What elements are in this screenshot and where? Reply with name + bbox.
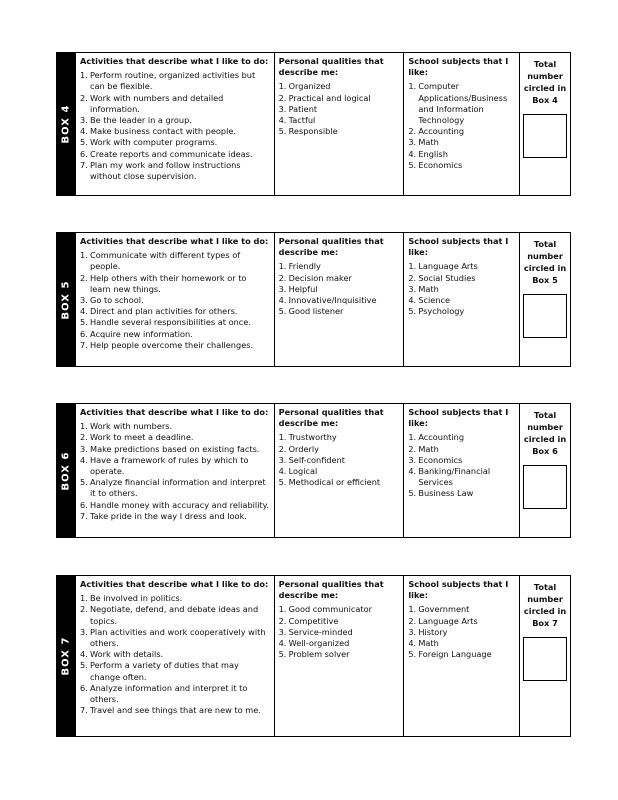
quality-item	[279, 627, 400, 638]
activity-list	[80, 250, 270, 351]
item-number: 3.	[408, 283, 417, 294]
item-number: 1.	[408, 604, 417, 615]
item-number: 1.	[80, 421, 88, 432]
activity-item	[80, 70, 270, 92]
subject-list	[408, 604, 515, 660]
quality-item	[279, 115, 400, 126]
box-label-tab	[57, 233, 75, 366]
activity-item-text: Work with numbers and detailed information.	[90, 92, 224, 114]
activity-item	[80, 444, 270, 455]
item-number: 4.	[278, 295, 287, 306]
quality-item-text: Practical and logical	[288, 92, 371, 103]
inventory-box-4	[56, 52, 571, 196]
item-number: 2.	[80, 432, 88, 443]
item-number: 2.	[80, 92, 88, 103]
subjects-header: School subjects that I like:	[408, 579, 509, 601]
activity-item	[80, 660, 270, 682]
item-number: 3.	[278, 103, 287, 114]
item-number: 2.	[278, 272, 287, 283]
activity-item-text: Create reports and communicate ideas.	[90, 148, 253, 159]
inventory-box-5	[56, 232, 571, 367]
box-label-tab	[57, 404, 75, 537]
box-label: BOX 7	[60, 636, 72, 676]
subject-item	[408, 273, 515, 284]
quality-item-text: Competitive	[288, 615, 339, 626]
item-number: 4.	[278, 638, 287, 649]
activity-item	[80, 126, 270, 137]
subject-item	[408, 638, 515, 649]
item-number: 5.	[80, 317, 88, 328]
activities-header: Activities that describe what I like to do:	[80, 56, 269, 66]
quality-item-text: Organized	[288, 81, 331, 92]
subject-item	[408, 466, 515, 488]
activity-item-text: Handle several responsibilities at once.	[90, 317, 251, 328]
quality-item-text: Problem solver	[288, 649, 350, 660]
activity-item	[80, 273, 270, 295]
item-number: 1.	[80, 593, 88, 604]
subject-item	[408, 604, 515, 615]
item-number: 3.	[80, 626, 88, 637]
subject-item	[408, 455, 515, 466]
subject-item-text: Math	[418, 638, 439, 649]
item-number: 3.	[408, 137, 417, 148]
activity-item-text: Travel and see things that are new to me.	[90, 705, 261, 716]
activity-item-text: Help people overcome their challenges.	[90, 339, 254, 350]
item-number: 5.	[80, 137, 88, 148]
subject-item	[408, 149, 515, 160]
inventory-box-6	[56, 403, 571, 538]
qualities-header: Personal qualities that describe me:	[278, 56, 384, 78]
subject-item	[408, 627, 515, 638]
activity-item	[80, 340, 270, 351]
item-number: 2.	[408, 126, 417, 137]
activity-item	[80, 593, 270, 604]
item-number: 3.	[80, 115, 88, 126]
activity-item-text: Perform a variety of duties that may change often.	[90, 660, 239, 682]
item-number: 2.	[278, 92, 287, 103]
activity-item	[80, 511, 270, 522]
activity-item-text: Make business contact with people.	[90, 126, 237, 137]
activity-item	[80, 627, 270, 649]
item-number: 6.	[80, 682, 88, 693]
quality-item-text: Responsible	[288, 126, 338, 137]
subject-item	[408, 126, 515, 137]
subject-item-text: Accounting	[418, 432, 465, 443]
total-count-field[interactable]	[523, 114, 567, 158]
quality-item	[279, 126, 400, 137]
subjects-column	[403, 576, 519, 736]
activity-item-text: Be the leader in a group.	[90, 115, 192, 126]
item-number: 4.	[80, 454, 88, 465]
item-number: 3.	[278, 454, 287, 465]
activities-header: Activities that describe what I like to do:	[80, 236, 269, 246]
item-number: 5.	[408, 159, 417, 170]
item-number: 3.	[80, 295, 88, 306]
quality-item-text: Methodical or efficient	[288, 477, 381, 488]
quality-item	[279, 649, 400, 660]
item-number: 2.	[80, 272, 88, 283]
subject-item-text: Accounting	[418, 126, 465, 137]
subject-list	[408, 81, 515, 171]
item-number: 4.	[408, 148, 417, 159]
quality-item-text: Good listener	[288, 306, 344, 317]
inventory-box-7	[56, 575, 571, 737]
subjects-header: School subjects that I like:	[408, 407, 509, 429]
activity-item-text: Analyze financial information and interpret it to others.	[90, 477, 266, 499]
quality-item	[279, 273, 400, 284]
activity-item-text: Handle money with accuracy and reliability.	[90, 499, 269, 510]
activity-item-text: Take pride in the way I dress and look.	[90, 510, 247, 521]
item-number: 2.	[408, 443, 417, 454]
activity-item	[80, 93, 270, 115]
subject-item-text: Math	[418, 443, 439, 454]
item-number: 1.	[278, 81, 287, 92]
subject-item	[408, 649, 515, 660]
activity-item-text: Have a framework of rules by which to operate.	[90, 454, 249, 477]
activity-item-text: Work to meet a deadline.	[90, 432, 194, 443]
total-count-field[interactable]	[523, 637, 567, 681]
subjects-column	[403, 404, 519, 537]
subjects-column	[403, 233, 519, 366]
quality-item	[279, 466, 400, 477]
activity-item	[80, 149, 270, 160]
qualities-column	[274, 233, 404, 366]
activity-list	[80, 421, 270, 522]
subject-item-text: Economics	[418, 159, 463, 170]
item-number: 5.	[80, 477, 88, 488]
item-number: 6.	[80, 328, 88, 339]
item-number: 7.	[80, 510, 88, 521]
activity-item	[80, 477, 270, 499]
item-number: 4.	[80, 126, 88, 137]
activity-item-text: Go to school.	[90, 295, 144, 306]
activity-item	[80, 295, 270, 306]
activity-item-text: Work with numbers.	[90, 421, 173, 432]
activity-item	[80, 500, 270, 511]
item-number: 2.	[278, 615, 287, 626]
subjects-header: School subjects that I like:	[408, 56, 509, 78]
quality-item	[279, 477, 400, 488]
item-number: 7.	[80, 339, 88, 350]
subject-item	[408, 284, 515, 295]
quality-list	[279, 604, 400, 660]
quality-item-text: Patient	[288, 103, 318, 114]
quality-item	[279, 616, 400, 627]
box-label: BOX 6	[60, 451, 72, 490]
item-number: 2.	[408, 272, 417, 283]
activity-item-text: Plan activities and work cooperatively with others.	[90, 626, 266, 649]
subject-list	[408, 432, 515, 499]
total-column	[519, 233, 570, 366]
item-number: 2.	[408, 615, 417, 626]
item-number: 4.	[278, 115, 287, 126]
subject-item	[408, 488, 515, 499]
quality-item	[279, 638, 400, 649]
subjects-column	[403, 53, 519, 195]
activity-item-text: Help others with their homework or to learn new things.	[90, 272, 247, 294]
quality-item	[279, 295, 400, 306]
subject-item-text: Economics	[418, 454, 463, 465]
subject-item	[408, 295, 515, 306]
item-number: 6.	[80, 148, 88, 159]
subject-item-text: Language Arts	[418, 615, 478, 626]
quality-item-text: Trustworthy	[288, 432, 337, 443]
qualities-column	[274, 53, 404, 195]
quality-item	[279, 93, 400, 104]
subject-item	[408, 160, 515, 171]
activity-item	[80, 306, 270, 317]
subject-item-text: Business Law	[418, 488, 474, 499]
subject-list	[408, 261, 515, 317]
activity-item	[80, 421, 270, 432]
subject-item	[408, 616, 515, 627]
activity-item	[80, 604, 270, 626]
item-number: 2.	[80, 604, 88, 615]
activity-item	[80, 432, 270, 443]
item-number: 4.	[408, 295, 417, 306]
quality-item	[279, 104, 400, 115]
subject-item-text: Language Arts	[418, 261, 478, 272]
activities-column	[75, 404, 274, 537]
item-number: 5.	[80, 660, 88, 671]
quality-item-text: Orderly	[288, 443, 319, 454]
item-number: 4.	[408, 466, 417, 477]
item-number: 1.	[278, 261, 287, 272]
activities-header: Activities that describe what I like to do:	[80, 579, 269, 589]
subject-item-text: Foreign Language	[418, 649, 492, 660]
box-label-tab	[57, 576, 75, 736]
activity-item-text: Perform routine, organized activities but can be flexible.	[90, 70, 256, 92]
activity-item	[80, 115, 270, 126]
activity-item-text: Be involved in politics.	[90, 593, 183, 604]
item-number: 4.	[408, 638, 417, 649]
activities-column	[75, 233, 274, 366]
item-number: 1.	[408, 261, 417, 272]
total-count-field[interactable]	[523, 294, 567, 338]
activities-header: Activities that describe what I like to do:	[80, 407, 269, 417]
item-number: 3.	[408, 626, 417, 637]
subject-item	[408, 306, 515, 317]
quality-item	[279, 306, 400, 317]
quality-item-text: Service-minded	[288, 626, 353, 637]
activity-item-text: Make predictions based on existing facts.	[90, 443, 260, 454]
quality-list	[279, 432, 400, 488]
total-column	[519, 576, 570, 736]
activity-item-text: Plan my work and follow instructions without close supervision.	[90, 159, 241, 182]
item-number: 5.	[278, 649, 287, 660]
subject-item	[408, 444, 515, 455]
item-number: 5.	[278, 306, 287, 317]
activity-list	[80, 70, 270, 182]
item-number: 1.	[278, 432, 287, 443]
item-number: 7.	[80, 705, 88, 716]
qualities-header: Personal qualities that describe me:	[278, 579, 384, 601]
quality-item	[279, 284, 400, 295]
quality-item	[279, 604, 400, 615]
total-header: Total number circled in Box 4	[523, 59, 567, 105]
activity-item-text: Analyze information and interpret it to others.	[90, 682, 248, 705]
quality-item-text: Decision maker	[288, 272, 352, 283]
subject-item-text: History	[418, 626, 448, 637]
item-number: 6.	[80, 499, 88, 510]
activity-item-text: Work with computer programs.	[90, 137, 218, 148]
subject-item	[408, 261, 515, 272]
activity-item-text: Negotiate, defend, and debate ideas and topics.	[90, 604, 259, 626]
quality-item-text: Innovative/Inquisitive	[288, 295, 377, 306]
item-number: 4.	[80, 649, 88, 660]
qualities-header: Personal qualities that describe me:	[278, 407, 384, 429]
subject-item	[408, 81, 515, 126]
total-column	[519, 404, 570, 537]
item-number: 5.	[408, 306, 417, 317]
activity-item	[80, 705, 270, 716]
subject-item-text: Computer Applications/Business and Information Technology	[418, 81, 508, 126]
item-number: 7.	[80, 159, 88, 170]
item-number: 4.	[80, 306, 88, 317]
activity-item	[80, 455, 270, 477]
item-number: 1.	[408, 432, 417, 443]
quality-item	[279, 455, 400, 466]
activity-item	[80, 250, 270, 272]
activity-item-text: Acquire new information.	[90, 328, 193, 339]
qualities-column	[274, 404, 404, 537]
activities-column	[75, 53, 274, 195]
item-number: 5.	[408, 649, 417, 660]
activity-item-text: Direct and plan activities for others.	[90, 306, 238, 317]
total-header: Total number circled in Box 5	[523, 239, 567, 285]
item-number: 3.	[278, 283, 287, 294]
quality-item-text: Self-confident	[288, 454, 345, 465]
subject-item	[408, 432, 515, 443]
total-count-field[interactable]	[523, 465, 567, 509]
item-number: 1.	[80, 250, 88, 261]
activity-item	[80, 649, 270, 660]
quality-list	[279, 261, 400, 317]
total-header: Total number circled in Box 7	[523, 582, 567, 628]
box-label: BOX 4	[60, 104, 72, 144]
quality-item-text: Well-organized	[288, 638, 350, 649]
item-number: 1.	[80, 70, 88, 81]
subject-item-text: English	[418, 148, 448, 159]
item-number: 3.	[408, 454, 417, 465]
subject-item	[408, 137, 515, 148]
activities-column	[75, 576, 274, 736]
item-number: 2.	[278, 443, 287, 454]
item-number: 3.	[278, 626, 287, 637]
item-number: 1.	[408, 81, 417, 92]
subject-item-text: Psychology	[418, 306, 465, 317]
quality-item	[279, 261, 400, 272]
subjects-header: School subjects that I like:	[408, 236, 509, 258]
subject-item-text: Social Studies	[418, 272, 476, 283]
quality-item	[279, 81, 400, 92]
total-column	[519, 53, 570, 195]
quality-item-text: Good communicator	[288, 604, 372, 615]
item-number: 5.	[408, 488, 417, 499]
activity-item	[80, 683, 270, 705]
qualities-header: Personal qualities that describe me:	[278, 236, 384, 258]
quality-item-text: Helpful	[288, 283, 318, 294]
activity-item-text: Communicate with different types of people.	[90, 250, 241, 272]
item-number: 1.	[278, 604, 287, 615]
subject-item-text: Math	[418, 137, 439, 148]
activity-item	[80, 137, 270, 148]
quality-list	[279, 81, 400, 137]
activity-item	[80, 329, 270, 340]
quality-item-text: Tactful	[288, 115, 316, 126]
total-header: Total number circled in Box 6	[523, 410, 567, 456]
quality-item-text: Friendly	[288, 261, 321, 272]
item-number: 5.	[278, 126, 287, 137]
box-label: BOX 5	[60, 280, 72, 319]
item-number: 4.	[278, 466, 287, 477]
item-number: 5.	[278, 477, 287, 488]
box-label-tab	[57, 53, 75, 195]
activity-list	[80, 593, 270, 716]
quality-item	[279, 432, 400, 443]
activity-item	[80, 160, 270, 182]
quality-item-text: Logical	[288, 466, 318, 477]
quality-item	[279, 444, 400, 455]
activity-item	[80, 317, 270, 328]
subject-item-text: Math	[418, 283, 439, 294]
item-number: 3.	[80, 443, 88, 454]
subject-item-text: Science	[418, 295, 451, 306]
subject-item-text: Government	[418, 604, 470, 615]
subject-item-text: Banking/Financial Services	[418, 466, 491, 488]
qualities-column	[274, 576, 404, 736]
activity-item-text: Work with details.	[90, 649, 164, 660]
